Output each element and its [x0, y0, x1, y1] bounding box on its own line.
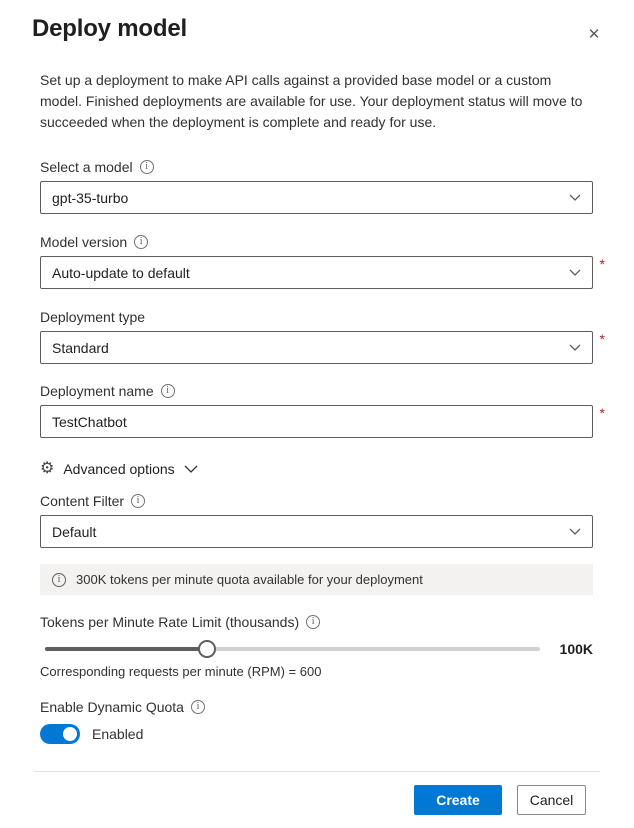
required-asterisk: * — [599, 256, 605, 272]
slider-value: 100K — [559, 641, 593, 657]
model-dropdown-value: gpt-35-turbo — [52, 189, 129, 206]
info-icon[interactable]: i — [161, 384, 175, 398]
field-dynamic-quota — [40, 699, 594, 744]
content-filter-dropdown[interactable] — [40, 515, 593, 548]
quota-info-banner — [40, 564, 593, 595]
deployment-type-value: Standard — [52, 339, 109, 356]
deployment-type-dropdown[interactable] — [40, 331, 605, 364]
rpm-text: Corresponding requests per minute (RPM) = 600 — [40, 664, 322, 679]
field-rate-limit — [40, 614, 594, 679]
info-icon: i — [52, 573, 66, 587]
deployment-name-label-row — [40, 383, 594, 399]
slider-fill — [45, 647, 208, 651]
rate-limit-slider-row — [40, 639, 593, 659]
slider-track — [45, 647, 540, 651]
dynamic-quota-label-row — [40, 699, 594, 715]
rate-limit-slider[interactable] — [40, 639, 545, 659]
deployment-type-label-row — [40, 309, 594, 325]
cancel-button[interactable]: Cancel — [517, 785, 586, 815]
model-version-value: Auto-update to default — [52, 264, 190, 281]
field-model-version — [40, 234, 605, 289]
select-model-label-row — [40, 159, 594, 175]
rate-limit-label: Tokens per Minute Rate Limit (thousands) — [40, 614, 300, 630]
model-dropdown[interactable] — [40, 181, 593, 214]
deployment-type-label: Deployment type — [40, 309, 146, 325]
info-icon[interactable]: i — [306, 615, 320, 629]
content-filter-label: Content Filter — [40, 493, 125, 509]
dialog-header — [32, 15, 601, 43]
model-version-label: Model version — [40, 234, 128, 250]
required-asterisk: * — [599, 405, 605, 421]
deployment-name-label: Deployment name — [40, 383, 154, 399]
field-deployment-name — [40, 383, 605, 438]
info-icon[interactable]: i — [131, 494, 145, 508]
dynamic-quota-toggle-row — [40, 724, 594, 744]
deployment-name-field — [40, 405, 605, 438]
dynamic-quota-label: Enable Dynamic Quota — [40, 699, 184, 715]
dynamic-quota-state: Enabled — [92, 726, 144, 742]
dynamic-quota-toggle[interactable] — [40, 724, 80, 744]
field-content-filter — [40, 493, 594, 548]
info-icon[interactable]: i — [140, 160, 154, 174]
dialog-description: Set up a deployment to make API calls against a provided base model or a custom model. Finished deployments are available for use. Your deployment status will move to succeeded when the deployment is complete and ready for use. — [40, 72, 583, 130]
toggle-knob — [63, 727, 77, 741]
create-button[interactable]: Create — [414, 785, 502, 815]
chevron-down-icon — [569, 269, 581, 277]
info-icon[interactable]: i — [191, 700, 205, 714]
model-version-label-row — [40, 234, 594, 250]
deployment-name-input[interactable] — [52, 414, 581, 430]
chevron-down-icon — [569, 344, 581, 352]
content-filter-label-row — [40, 493, 594, 509]
rate-limit-label-row — [40, 614, 594, 630]
advanced-options-label: Advanced options — [63, 461, 175, 477]
gear-icon: ⚙ — [40, 460, 55, 477]
field-deployment-type — [40, 309, 605, 364]
close-icon: ✕ — [587, 26, 601, 43]
dialog-footer — [34, 771, 600, 828]
quota-banner-text: 300K tokens per minute quota available for your deployment — [76, 572, 423, 587]
info-icon[interactable]: i — [134, 235, 148, 249]
chevron-down-icon — [569, 194, 581, 202]
select-model-label: Select a model — [40, 159, 133, 175]
slider-thumb[interactable] — [198, 640, 216, 658]
chevron-down-icon — [569, 528, 581, 536]
field-select-model — [40, 159, 594, 214]
content-filter-value: Default — [52, 523, 97, 540]
required-asterisk: * — [599, 331, 605, 347]
advanced-options-toggle[interactable] — [40, 461, 198, 477]
model-version-dropdown[interactable] — [40, 256, 605, 289]
chevron-down-icon — [184, 465, 198, 474]
page-title: Deploy model — [32, 15, 187, 42]
close-button[interactable] — [580, 21, 608, 49]
